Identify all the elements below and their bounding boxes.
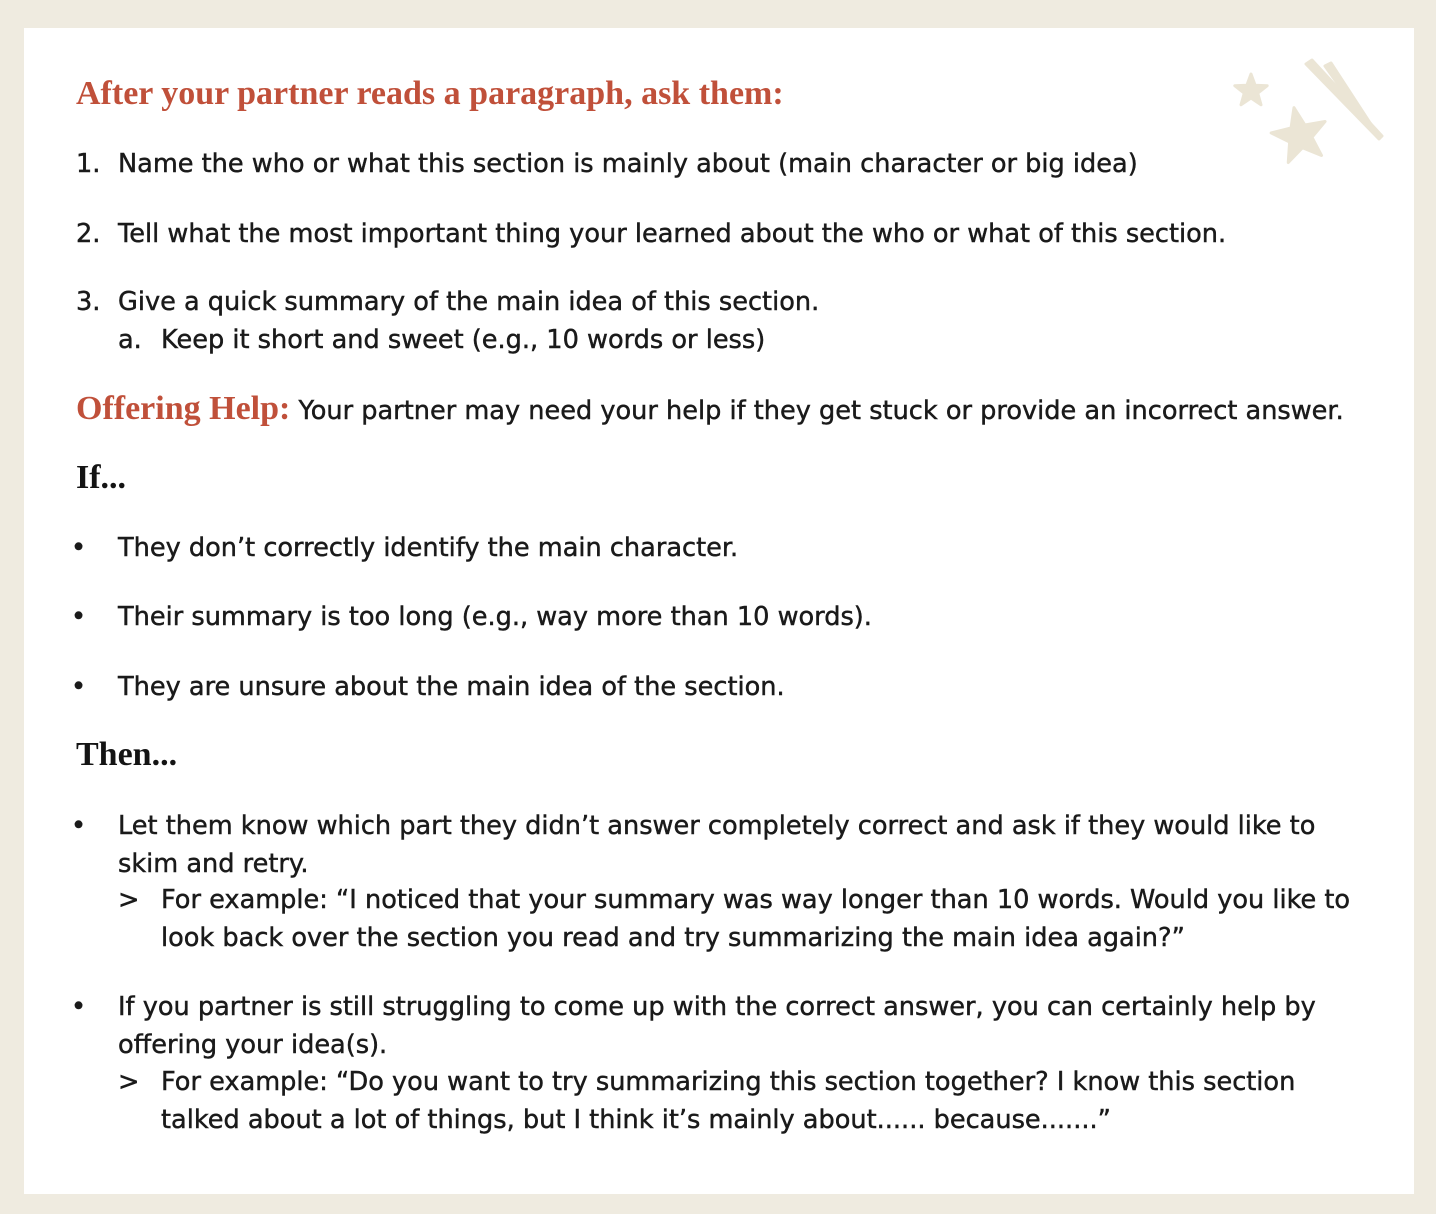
- sub-item-letter: a.: [118, 325, 142, 355]
- then-heading: Then...: [76, 736, 178, 773]
- step-number: 1.: [76, 149, 101, 179]
- bullet-marker: •: [71, 992, 87, 1022]
- example-marker: >: [118, 1067, 140, 1097]
- bullet-marker: •: [71, 811, 87, 841]
- star-icon: [1235, 74, 1267, 105]
- example-text: For example: “Do you want to try summarizing this section together? I know this section talked about a lot of things, but I think it’s mainly about...... because.......”: [161, 1067, 1296, 1135]
- then-bullet-item: [71, 989, 1370, 1064]
- if-bullet-item: [71, 669, 1370, 707]
- step-text: Name the who or what this section is mainly about (main character or big idea): [118, 149, 1138, 179]
- bullet-text: If you partner is still struggling to come up with the correct answer, you can certainly help by offering your idea(s).: [118, 992, 1316, 1060]
- offering-help-label: Offering Help:: [76, 390, 291, 427]
- then-bullet-item: [71, 808, 1370, 883]
- example-text: For example: “I noticed that your summary was way longer than 10 words. Would you like to look back over the section you read and try summarizing the main idea again?”: [161, 885, 1351, 953]
- shooting-star-trail-icon: [1325, 63, 1372, 128]
- bullet-text: They don’t correctly identify the main character.: [118, 533, 739, 563]
- bullet-text: Their summary is too long (e.g., way more than 10 words).: [118, 602, 872, 632]
- offering-help-line: [76, 389, 1344, 431]
- step-item: [76, 216, 1370, 254]
- step-item: [76, 146, 1370, 184]
- sub-item-text: Keep it short and sweet (e.g., 10 words or less): [161, 325, 766, 355]
- bullet-marker: •: [71, 533, 87, 563]
- if-heading: If...: [76, 459, 127, 496]
- step-number: 2.: [76, 219, 101, 249]
- example-marker: >: [118, 885, 140, 915]
- step-number: 3.: [76, 287, 101, 317]
- bullet-marker: •: [71, 672, 87, 702]
- instruction-card: [24, 28, 1414, 1194]
- offering-help-text: Your partner may need your help if they get stuck or provide an incorrect answer.: [298, 396, 1344, 426]
- step-item: [76, 284, 1370, 322]
- bullet-text: Let them know which part they didn’t answer completely correct and ask if they would like to skim and retry.: [118, 811, 1316, 879]
- example-item: [118, 1064, 1370, 1139]
- page-title: After your partner reads a paragraph, ask them:: [76, 75, 784, 112]
- bullet-marker: •: [71, 602, 87, 632]
- if-bullet-item: [71, 599, 1370, 637]
- step-text: Give a quick summary of the main idea of this section.: [118, 287, 820, 317]
- bullet-text: They are unsure about the main idea of the section.: [118, 672, 785, 702]
- step-text: Tell what the most important thing your learned about the who or what of this section.: [118, 219, 1227, 249]
- example-item: [118, 882, 1370, 957]
- step-sub-item: [118, 322, 1370, 360]
- if-bullet-item: [71, 530, 1370, 568]
